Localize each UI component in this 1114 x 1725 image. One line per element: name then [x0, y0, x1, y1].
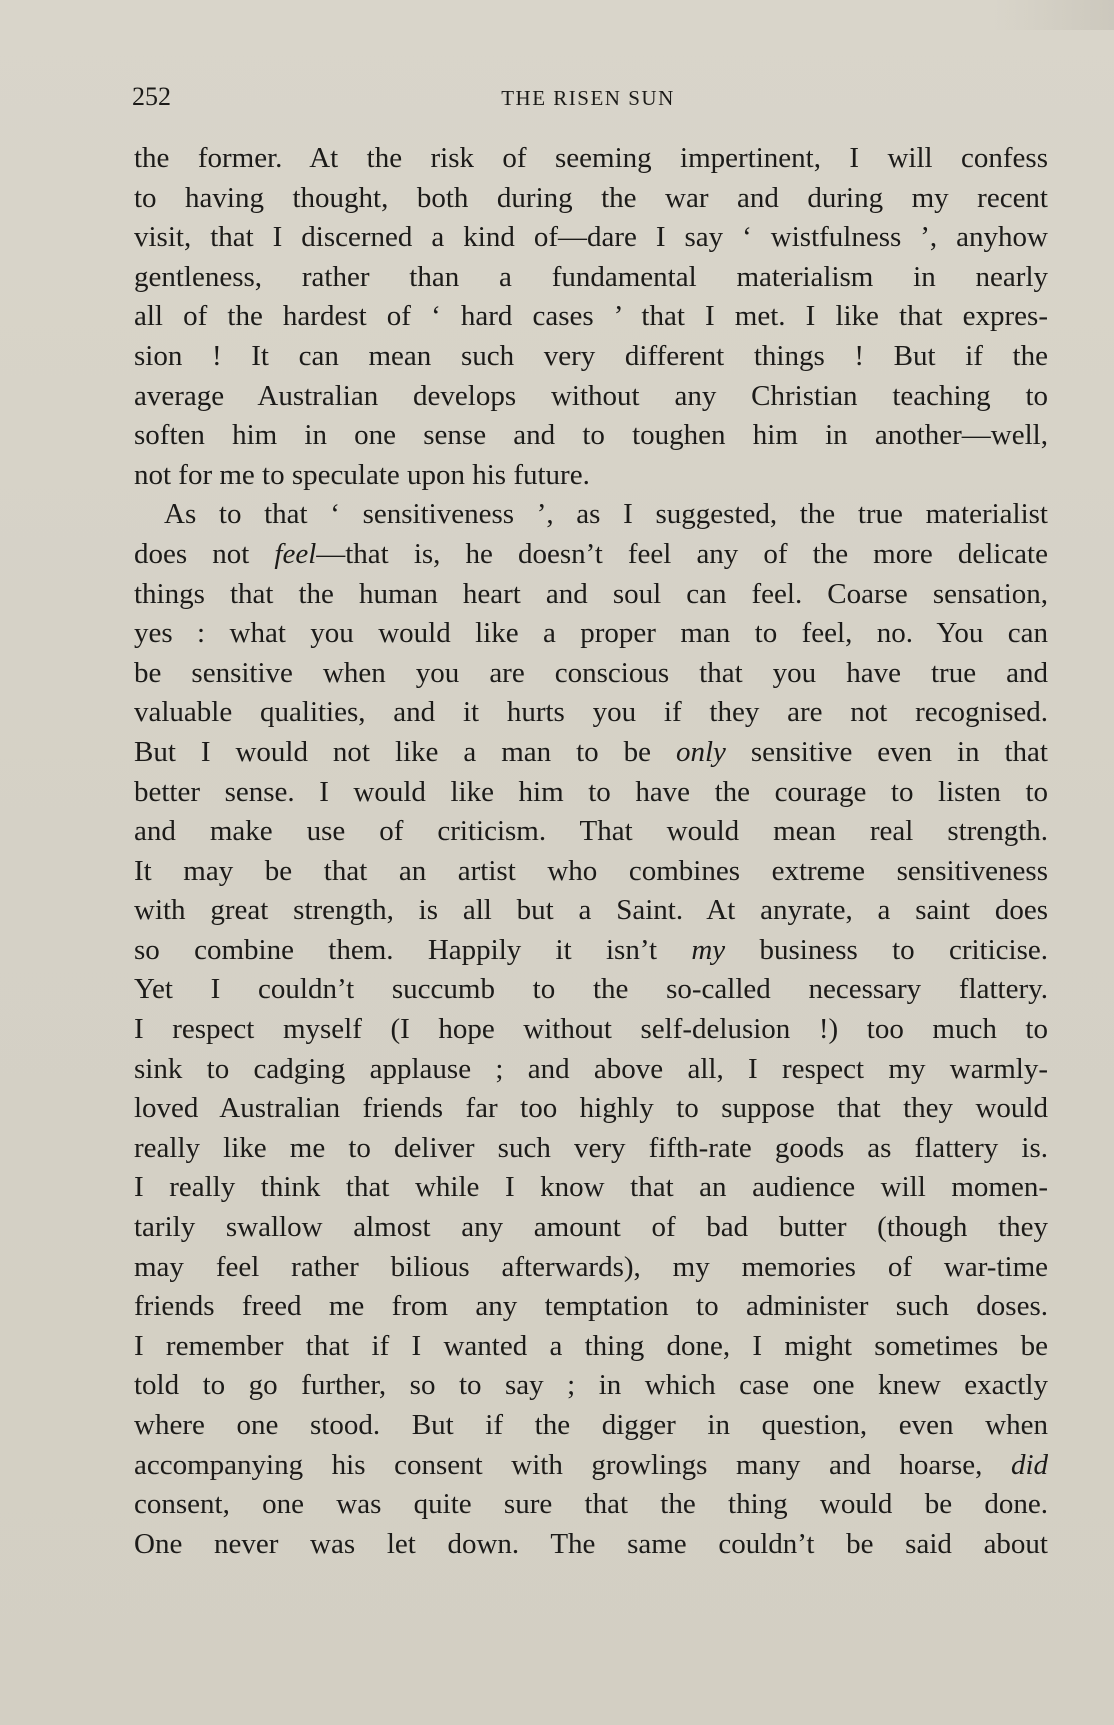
text-line: better sense. I would like him to have the courage to listen to [134, 775, 1048, 808]
text-line: told to go further, so to say ; in which case one knew exactly [134, 1369, 1048, 1402]
page-corner-shadow [994, 0, 1114, 30]
italic-word: my [691, 933, 726, 966]
text-line-with-italic: so combine them. Happily it isn’t my business to criticise. [134, 933, 1048, 966]
text-line: things that the human heart and soul can feel. Coarse sensation, [134, 577, 1048, 610]
text-line: sion ! It can mean such very different things ! But if the [134, 339, 1048, 372]
text-line: not for me to speculate upon his future. [134, 458, 590, 491]
text-line: It may be that an artist who combines extreme sensitiveness [134, 854, 1048, 887]
text-line: Yet I couldn’t succumb to the so-called necessary flattery. [134, 973, 1048, 1006]
text-line-with-italic: does not feel—that is, he doesn’t feel any of the more delicate [134, 537, 1048, 570]
text-line: tarily swallow almost any amount of bad butter (though they [134, 1211, 1048, 1244]
text-line: may feel rather bilious afterwards), my memories of war-time [134, 1250, 1048, 1283]
text-line: really like me to deliver such very fifth-rate goods as flattery is. [134, 1131, 1048, 1164]
text-line: friends freed me from any temptation to administer such doses. [134, 1290, 1048, 1323]
italic-word: only [675, 735, 726, 768]
body-text [134, 139, 1048, 1564]
page-header [132, 82, 1044, 118]
text-line: and make use of criticism. That would mean real strength. [134, 815, 1048, 848]
text-line: soften him in one sense and to toughen him in another—well, [134, 419, 1048, 452]
text-line: the former. At the risk of seeming impertinent, I will confess [134, 142, 1048, 174]
text-line: all of the hardest of ‘ hard cases ’ that I met. I like that expres- [134, 300, 1048, 333]
text-line: One never was let down. The same couldn’t be said about [134, 1527, 1048, 1560]
text-line: valuable qualities, and it hurts you if they are not recognised. [134, 696, 1048, 729]
italic-word: feel [274, 537, 317, 570]
text-line: I remember that if I wanted a thing done, I might sometimes be [134, 1329, 1048, 1362]
paragraph-start-line: As to that ‘ sensitiveness ’, as I suggested, the true materialist [164, 498, 1048, 531]
page-number: 252 [132, 82, 171, 111]
text-line: where one stood. But if the digger in question, even when [134, 1409, 1048, 1441]
text-line: sink to cadging applause ; and above all, I respect my warmly- [134, 1052, 1048, 1085]
text-line: visit, that I discerned a kind of—dare I say ‘ wistfulness ’, anyhow [134, 221, 1048, 254]
text-line: gentleness, rather than a fundamental materialism in nearly [134, 260, 1048, 293]
text-line-with-italic: But I would not like a man to be only sensitive even in that [134, 735, 1048, 768]
text-line: be sensitive when you are conscious that you have true and [134, 656, 1048, 689]
text-line: average Australian develops without any Christian teaching to [134, 379, 1048, 412]
text-line: to having thought, both during the war and during my recent [134, 181, 1048, 214]
text-line: yes : what you would like a proper man to feel, no. You can [134, 617, 1048, 650]
text-line-with-italic: accompanying his consent with growlings many and hoarse, did [134, 1448, 1048, 1481]
text-line: loved Australian friends far too highly to suppose that they would [134, 1092, 1048, 1125]
running-head: THE RISEN SUN [501, 86, 675, 110]
text-line: I respect myself (I hope without self-delusion !) too much to [134, 1013, 1048, 1046]
text-line: consent, one was quite sure that the thing would be done. [134, 1488, 1048, 1521]
text-line: I really think that while I know that an audience will momen- [134, 1171, 1048, 1204]
italic-word: did [1010, 1448, 1048, 1481]
text-line: with great strength, is all but a Saint. At anyrate, a saint does [134, 894, 1048, 927]
